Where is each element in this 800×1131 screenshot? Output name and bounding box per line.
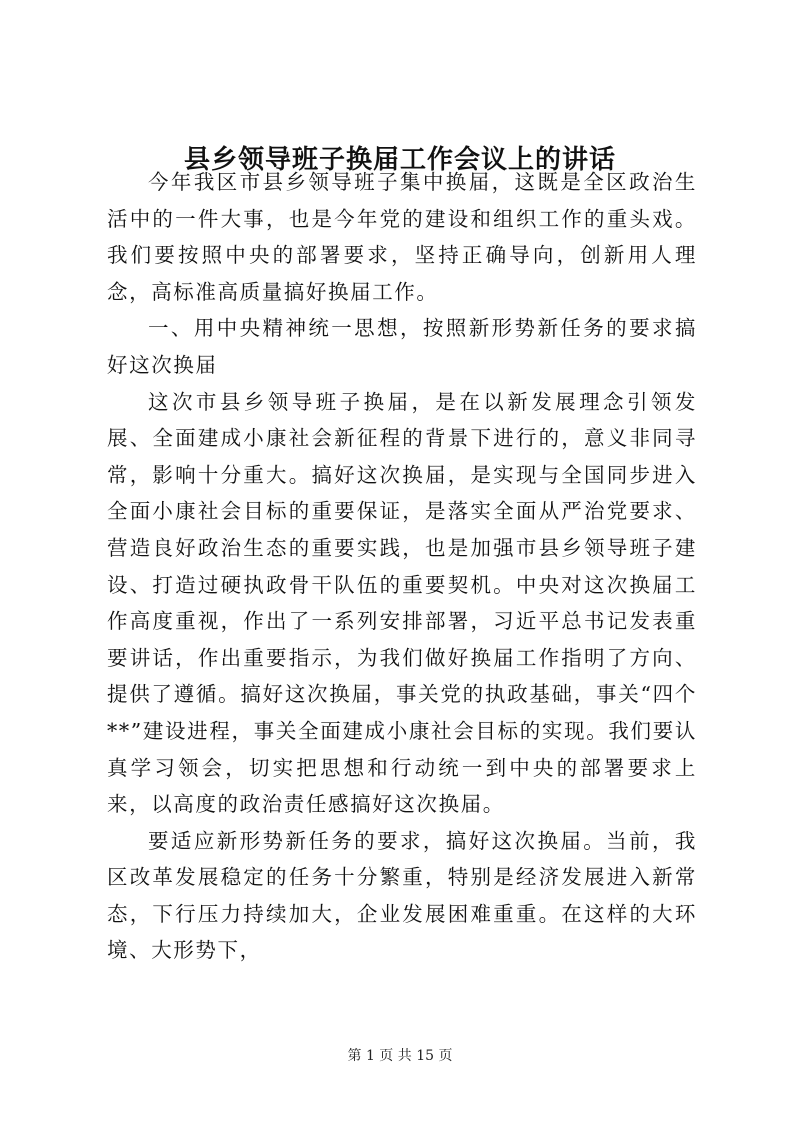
document-body	[107, 164, 697, 969]
paragraph-intro: 今年我区市县乡领导班子集中换届，这既是全区政治生活中的一件大事，也是今年党的建设和组织工作的重头戏。我们要按照中央的部署要求，坚持正确导向，创新用人理念，高标准高质量搞好换届工作。	[107, 170, 697, 304]
paragraph-significance: 这次市县乡领导班子换届，是在以新发展理念引领发展、全面建成小康社会新征程的背景下进行的，意义非同寻常，影响十分重大。搞好这次换届，是实现与全国同步进入全面小康社会目标的重要保证，是落实全面从严治党要求、营造良好政治生态的重要实践，也是加强市县乡领导班子建设、打造过硬执政骨干队伍的重要契机。中央对这次换届工作高度重视，作出了一系列安排部署，习近平总书记发表重要讲话，作出重要指示，为我们做好换届工作指明了方向、提供了遵循。搞好这次换届，事关党的执政基础，事关“四个**”建设进程，事关全面建成小康社会目标的实现。我们要认真学习领会，切实把思想和行动统一到中央的部署要求上来，以高度的政治责任感搞好这次换届。	[107, 389, 697, 817]
section-heading-1: 一、用中央精神统一思想，按照新形势新任务的要求搞好这次换届	[107, 316, 697, 377]
paragraph-new-situation: 要适应新形势新任务的要求，搞好这次换届。当前，我区改革发展稳定的任务十分繁重，特别是经济发展进入新常态，下行压力持续加大，企业发展困难重重。在这样的大环境、大形势下，	[107, 828, 697, 963]
page-number-footer: 第 1 页 共 15 页	[347, 1048, 453, 1064]
document-title: 县乡领导班子换届工作会议上的讲话	[183, 145, 616, 175]
